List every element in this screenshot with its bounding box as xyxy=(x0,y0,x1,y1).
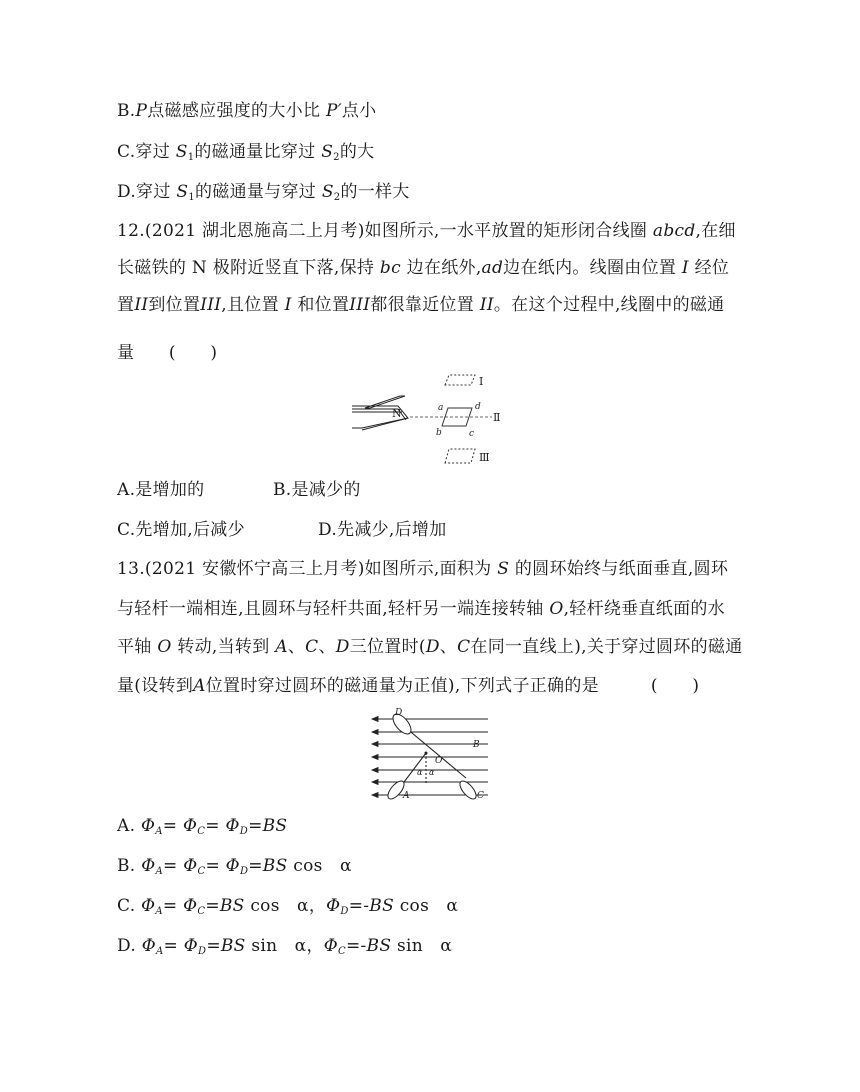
subscript: C xyxy=(197,826,206,837)
formula: cos α xyxy=(394,896,459,916)
variable: O xyxy=(549,599,564,619)
q12-stem-line-3 xyxy=(117,293,724,317)
variable: A xyxy=(193,676,206,696)
formula: cos α xyxy=(287,856,352,876)
subscript: 1 xyxy=(187,152,195,163)
stem-text: 边在纸内。线圈由位置 xyxy=(503,258,677,278)
variable: I xyxy=(681,258,689,278)
stem-text: 转动,当转到 xyxy=(177,637,270,657)
option-text: C.穿过 xyxy=(117,142,171,162)
formula: = Φ xyxy=(205,816,240,836)
subscript: 1 xyxy=(188,192,195,203)
position-2-label: Ⅱ xyxy=(493,411,501,424)
variable: P xyxy=(135,101,148,121)
stem-text: 量 ( ) xyxy=(117,343,218,363)
corner-c: c xyxy=(469,429,475,439)
subscript: D xyxy=(239,826,249,837)
option-label: B. xyxy=(117,856,142,876)
label-alpha-left: α xyxy=(417,768,423,777)
variable: S xyxy=(175,142,188,162)
formula: = Φ xyxy=(162,856,198,876)
coil-position-3 xyxy=(445,449,475,463)
stem-text: 都很靠近位置 xyxy=(370,295,475,315)
q13-option-c xyxy=(117,894,458,924)
formula: Φ xyxy=(326,896,341,916)
variable: III xyxy=(349,295,371,315)
formula: Φ xyxy=(141,856,156,876)
variable: bc xyxy=(379,258,401,278)
q11-option-c xyxy=(117,140,374,170)
q12-stem-line-4 xyxy=(117,341,217,365)
stem-text: 量(设转到 xyxy=(117,676,194,696)
label-c: C xyxy=(477,791,484,801)
q12-option-a: A.是增加的 xyxy=(117,480,205,500)
formula: sin α xyxy=(391,936,453,956)
q12-figure xyxy=(350,368,510,468)
formula: Φ xyxy=(141,816,156,836)
variable: ad xyxy=(481,258,504,278)
stem-text: 边在纸外, xyxy=(406,258,482,278)
stem-text: ,且位置 xyxy=(221,295,279,315)
option-label: B. xyxy=(117,101,136,121)
label-b: B xyxy=(473,740,480,750)
formula: cos α xyxy=(244,896,309,916)
stem-text: 。在这个过程中,线圈中的磁通 xyxy=(493,295,725,315)
subscript: C xyxy=(338,946,346,957)
label-a: A xyxy=(403,791,410,801)
q13-stem-line-1 xyxy=(117,557,728,581)
option-text: 点磁感应强度的大小比 xyxy=(147,101,321,121)
q13-figure xyxy=(366,706,492,806)
variable: O xyxy=(157,637,172,657)
q12-options-row-1 xyxy=(117,478,204,502)
corner-a: a xyxy=(438,403,444,413)
subscript: 2 xyxy=(333,152,340,163)
q12-option-c: C.先增加,后减少 xyxy=(117,520,245,540)
position-1-label: Ⅰ xyxy=(479,375,484,388)
stem-text: 13.(2021 安徽怀宁高三上月考)如图所示,面积为 xyxy=(117,559,492,579)
q12-option-b: B.是减少的 xyxy=(273,480,361,500)
formula: Φ xyxy=(141,896,156,916)
stem-text: 三位置时( xyxy=(349,637,426,657)
formula: =BS xyxy=(205,896,245,916)
stem-text: 在同一直线上),关于穿过圆环的磁通 xyxy=(470,637,743,657)
formula: =BS xyxy=(206,936,246,956)
stem-text: 与轻杆一端相连,且圆环与轻杆共面,轻杆另一端连接转轴 xyxy=(117,599,544,619)
magnet-label: N xyxy=(392,407,402,420)
subscript: A xyxy=(155,826,163,837)
variable: S xyxy=(321,142,334,162)
q11-option-b xyxy=(117,99,376,123)
formula: = Φ xyxy=(162,816,198,836)
formula: sin α xyxy=(245,936,307,956)
stem-text: 位置时穿过圆环的磁通量为正值),下列式子正确的是 ( ) xyxy=(205,676,700,696)
corner-b: b xyxy=(436,428,442,438)
q13-option-a xyxy=(117,814,287,844)
stem-text: 和位置 xyxy=(297,295,350,315)
subscript: A xyxy=(155,906,163,917)
option-text: 的大 xyxy=(339,142,375,162)
variable: A xyxy=(275,637,288,657)
variable: D xyxy=(425,637,440,657)
formula: = Φ xyxy=(205,856,240,876)
option-text: 的磁通量与穿过 xyxy=(194,182,317,202)
variable: II xyxy=(479,295,494,315)
stem-text: 、 xyxy=(318,637,336,657)
stem-text: 、 xyxy=(287,637,306,657)
separator: ， xyxy=(308,896,327,916)
option-label: C. xyxy=(117,896,142,916)
subscript: D xyxy=(340,906,349,917)
subscript: D xyxy=(198,946,207,957)
stem-text: 、 xyxy=(439,637,458,657)
q13-stem-line-3 xyxy=(117,635,743,659)
formula: = Φ xyxy=(163,936,199,956)
option-text: D.穿过 xyxy=(117,182,171,202)
stem-text: 12.(2021 湖北恩施高二上月考)如图所示,一水平放置的矩形闭合线圈 xyxy=(117,221,648,241)
variable: P′ xyxy=(325,101,342,121)
formula: =-BS xyxy=(345,936,392,956)
formula: =BS xyxy=(248,856,288,876)
label-o: O xyxy=(435,756,443,766)
stem-text: ,在细 xyxy=(695,221,736,241)
variable: S xyxy=(321,182,334,202)
formula: = Φ xyxy=(162,896,198,916)
variable: C xyxy=(305,637,319,657)
variable: D xyxy=(335,637,350,657)
q13-option-d xyxy=(117,934,452,964)
q12-stem-line-1 xyxy=(117,219,736,243)
q12-option-d: D.先减少,后增加 xyxy=(318,520,447,540)
q13-stem-line-2 xyxy=(117,597,725,621)
q13-option-b xyxy=(117,854,352,884)
corner-d: d xyxy=(475,402,481,412)
option-text: 的磁通量比穿过 xyxy=(194,142,316,162)
subscript: A xyxy=(155,946,164,957)
axis-o xyxy=(425,752,428,755)
label-alpha-right: α xyxy=(429,768,435,777)
coil-position-1-shape xyxy=(445,375,475,385)
q12-stem-line-2 xyxy=(117,256,729,280)
position-3-label: Ⅲ xyxy=(479,451,490,464)
stem-text: 的圆环始终与纸面垂直,圆环 xyxy=(514,559,729,579)
q13-stem-line-4 xyxy=(117,674,699,698)
subscript: C xyxy=(197,906,206,917)
stem-text: 长磁铁的 N 极附近竖直下落,保持 xyxy=(117,258,375,278)
subscript: D xyxy=(239,866,249,877)
subscript: C xyxy=(197,866,206,877)
stem-text: 置 xyxy=(117,295,135,315)
variable: I xyxy=(284,295,292,315)
subscript: 2 xyxy=(333,192,341,203)
option-text: 的一样大 xyxy=(340,182,410,202)
variable: S xyxy=(497,559,510,579)
option-label: D. xyxy=(117,936,142,956)
subscript: A xyxy=(155,866,163,877)
separator: ， xyxy=(306,936,324,956)
variable: abcd xyxy=(652,221,696,241)
option-text: 点小 xyxy=(341,101,377,121)
label-d: D xyxy=(395,708,403,718)
option-label: A. xyxy=(117,816,141,836)
variable: S xyxy=(176,182,189,202)
formula: =BS xyxy=(248,816,288,836)
formula: =-BS xyxy=(348,896,395,916)
variable: II xyxy=(134,295,149,315)
variable: III xyxy=(200,295,222,315)
q11-option-d xyxy=(117,180,410,210)
formula: Φ xyxy=(323,936,338,956)
stem-text: 到位置 xyxy=(148,295,201,315)
variable: C xyxy=(457,637,471,657)
stem-text: ,轻杆绕垂直纸面的水 xyxy=(563,599,725,619)
stem-text: 经位 xyxy=(694,258,730,278)
formula: Φ xyxy=(141,936,156,956)
stem-text: 平轴 xyxy=(117,637,152,657)
